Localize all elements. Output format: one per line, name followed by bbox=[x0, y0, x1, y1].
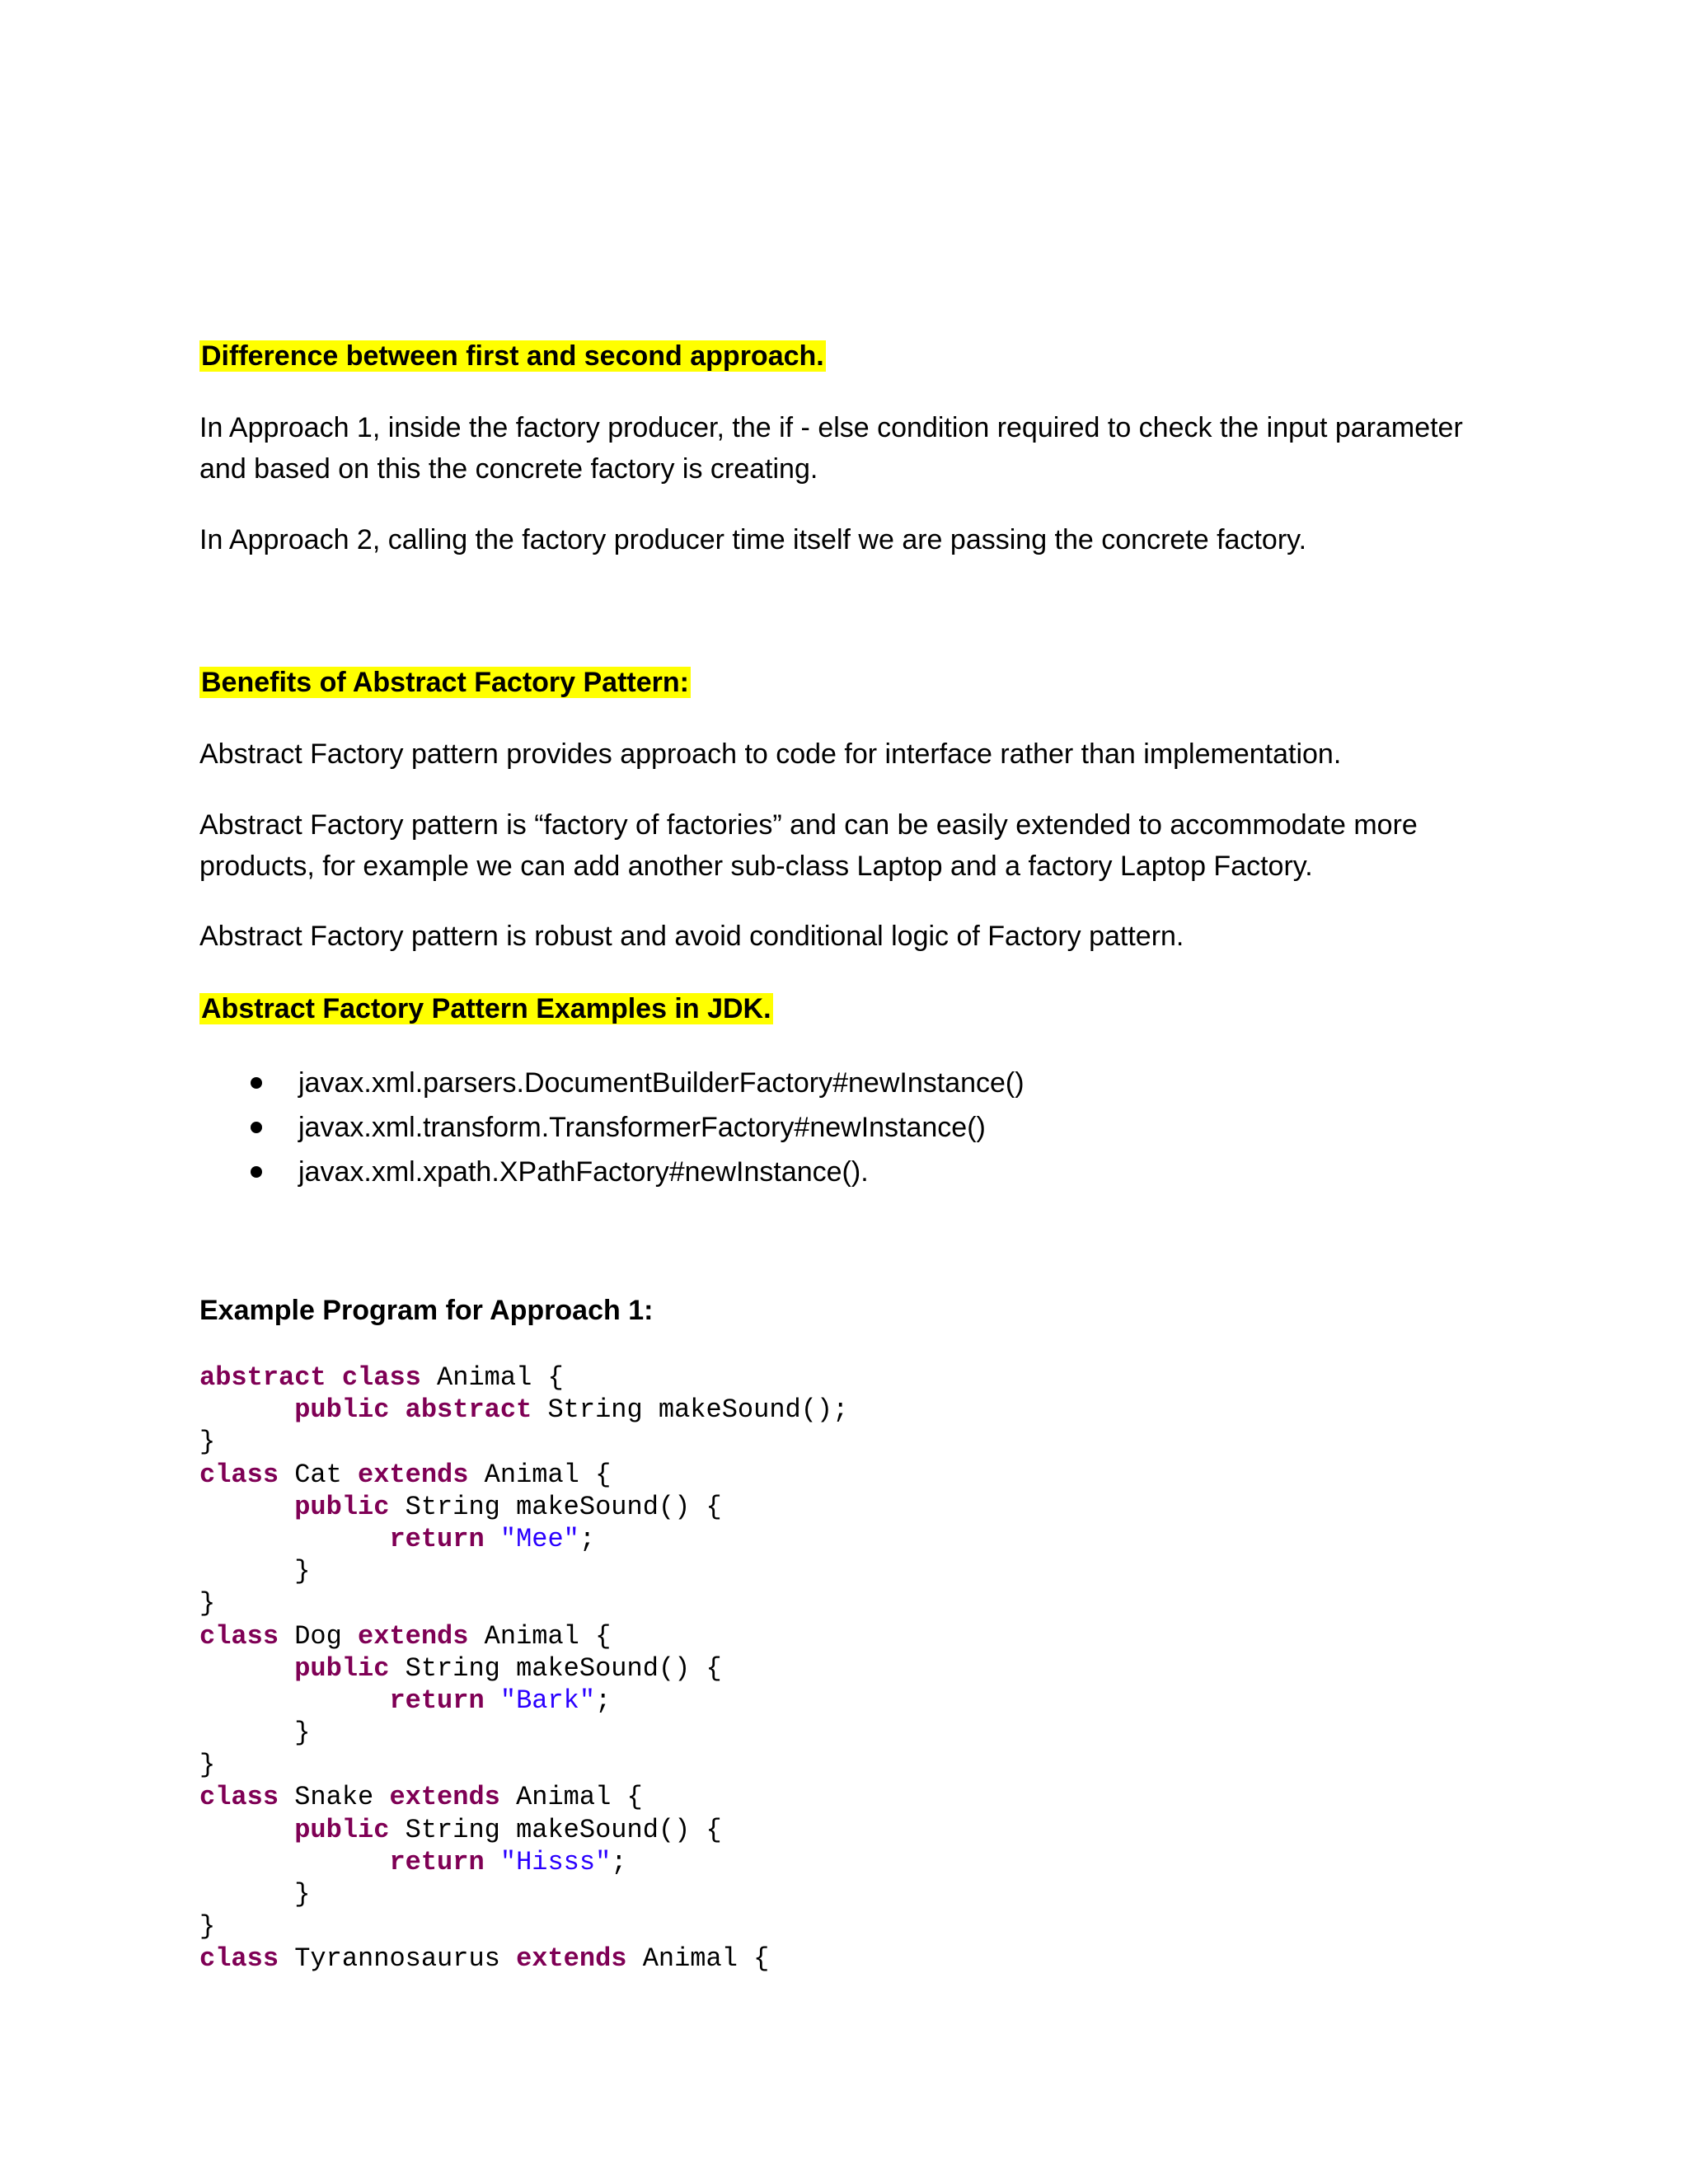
code-line: return "Hisss"; bbox=[389, 1846, 627, 1877]
bullet-icon bbox=[251, 1077, 262, 1089]
code-line: } bbox=[199, 1427, 216, 1458]
paragraph-approach1-line1: In Approach 1, inside the factory producer, the if - else condition required to check the input parameter bbox=[199, 412, 1463, 443]
section-heading-jdk-examples bbox=[199, 991, 773, 1027]
paragraph-benefit3: Abstract Factory pattern is robust and avoid conditional logic of Factory pattern. bbox=[199, 921, 1184, 952]
section-heading-benefits bbox=[199, 664, 691, 701]
section-heading-example-program: Example Program for Approach 1: bbox=[199, 1295, 654, 1326]
code-line: } bbox=[199, 1556, 311, 1587]
code-line: class Snake extends Animal { bbox=[199, 1782, 643, 1813]
bullet-icon bbox=[251, 1122, 262, 1133]
code-line: public abstract String makeSound(); bbox=[294, 1394, 849, 1426]
code-line: return "Bark"; bbox=[389, 1685, 612, 1716]
code-line: } bbox=[199, 1911, 216, 1943]
paragraph-benefit2-line1: Abstract Factory pattern is “factory of factories” and can be easily extended to accommodate more bbox=[199, 809, 1418, 841]
code-line: } bbox=[199, 1879, 311, 1910]
document-page bbox=[199, 0, 1518, 2184]
code-line: class Tyrannosaurus extends Animal { bbox=[199, 1943, 770, 1975]
code-line: } bbox=[199, 1718, 311, 1749]
section-heading-difference bbox=[199, 338, 826, 374]
heading-highlight: Benefits of Abstract Factory Pattern: bbox=[201, 667, 689, 698]
code-line: public String makeSound() { bbox=[294, 1491, 722, 1522]
paragraph-approach1-line2: and based on this the concrete factory is creating. bbox=[199, 453, 818, 485]
jdk-examples-list bbox=[249, 1061, 1025, 1194]
code-line: class Dog extends Animal { bbox=[199, 1620, 612, 1652]
code-line: } bbox=[199, 1750, 216, 1781]
code-line: return "Mee"; bbox=[389, 1523, 596, 1554]
code-block bbox=[199, 1361, 848, 1975]
list-item: javax.xml.transform.TransformerFactory#newInstance() bbox=[249, 1105, 1025, 1150]
list-item: javax.xml.parsers.DocumentBuilderFactory#newInstance() bbox=[249, 1061, 1025, 1105]
list-item: javax.xml.xpath.XPathFactory#newInstance(). bbox=[249, 1150, 1025, 1194]
code-line: } bbox=[199, 1588, 216, 1619]
code-line: public String makeSound() { bbox=[294, 1652, 722, 1684]
paragraph-benefit1: Abstract Factory pattern provides approach to code for interface rather than implementation. bbox=[199, 738, 1342, 770]
code-line: abstract class Animal { bbox=[199, 1362, 564, 1393]
paragraph-approach2: In Approach 2, calling the factory producer time itself we are passing the concrete factory. bbox=[199, 524, 1307, 555]
paragraph-benefit2-line2: products, for example we can add another sub-class Laptop and a factory Laptop Factory. bbox=[199, 851, 1313, 882]
heading-highlight: Abstract Factory Pattern Examples in JDK. bbox=[201, 993, 771, 1024]
bullet-icon bbox=[251, 1166, 262, 1178]
code-line: public String makeSound() { bbox=[294, 1814, 722, 1845]
code-line: class Cat extends Animal { bbox=[199, 1459, 612, 1490]
heading-highlight: Difference between first and second approach. bbox=[201, 340, 824, 372]
